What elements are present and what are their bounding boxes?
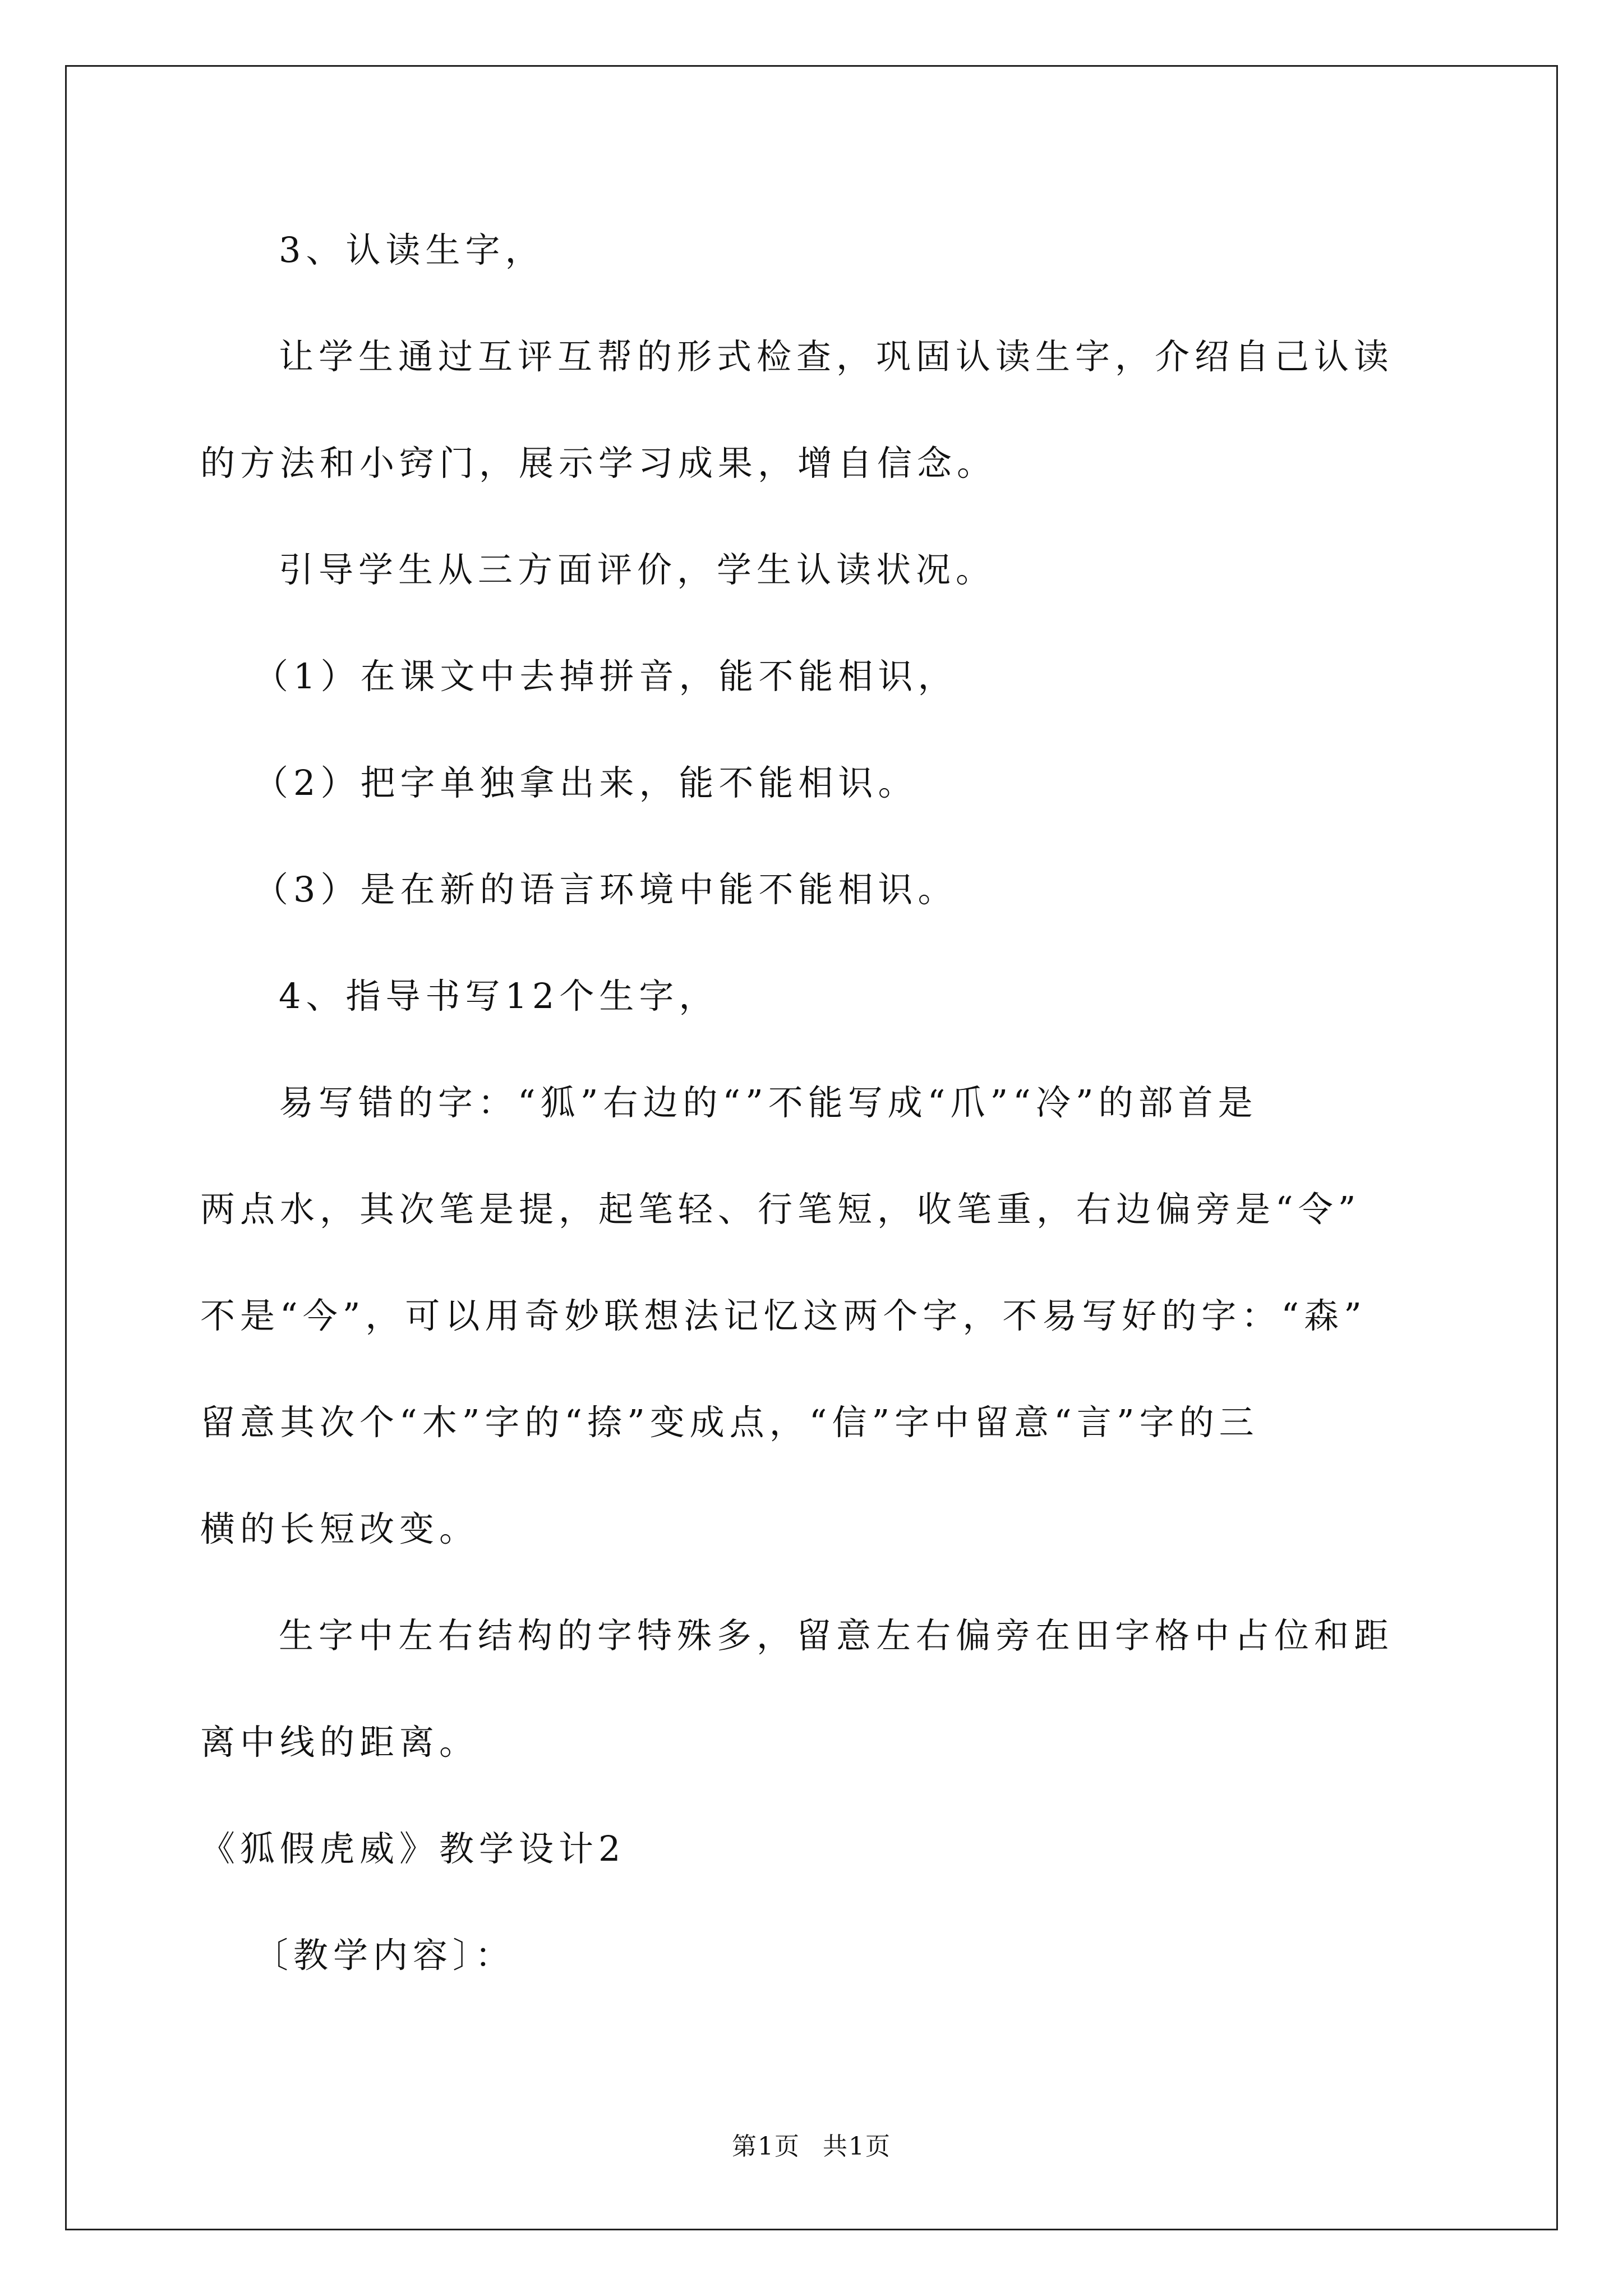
page-border: [65, 65, 1558, 2230]
list-item: （2）把字单独拿出来，能不能相识。: [253, 762, 918, 803]
page-total: 共1页: [823, 2132, 891, 2161]
page-number: 第1页: [732, 2132, 800, 2161]
paragraph-line: 的方法和小窍门，展示学习成果，增自信念。: [200, 443, 997, 484]
paragraph-line: 离中线的距离。: [200, 1722, 479, 1763]
paragraph-line: 横的长短改变。: [200, 1508, 479, 1549]
paragraph-line: 易写错的字：“狐”右边的“”不能写成“爪”“冷”的部首是: [279, 1082, 1258, 1123]
paragraph-line: 让学生通过互评互帮的形式检查，巩固认读生字，介绍自己认读: [279, 336, 1394, 377]
section-title: 《狐假虎威》教学设计2: [200, 1828, 626, 1869]
paragraph-line: 两点水，其次笔是提，起笔轻、行笔短，收笔重，右边偏旁是“令”: [200, 1189, 1361, 1230]
section-heading-recognize: 3、认读生字，: [279, 229, 545, 270]
paragraph-line: 不是“今”，可以用奇妙联想法记忆这两个字，不易写好的字：“森”: [200, 1295, 1367, 1336]
list-item: （3）是在新的语言环境中能不能相识。: [253, 869, 958, 910]
paragraph-line: 引导学生从三方面评价，学生认读状况。: [279, 549, 996, 590]
section-heading-writing: 4、指导书写12个生字，: [279, 976, 719, 1016]
paragraph-line: 生字中左右结构的字特殊多，留意左右偏旁在田字格中占位和距: [279, 1615, 1394, 1656]
page-footer: [0, 2126, 1623, 2162]
paragraph-line: 留意其次个“木”字的“捺”变成点，“信”字中留意“言”字的三: [200, 1402, 1259, 1443]
list-item: （1）在课文中去掉拼音，能不能相识，: [253, 656, 958, 697]
subsection-heading: 〔教学内容〕：: [253, 1935, 515, 1976]
